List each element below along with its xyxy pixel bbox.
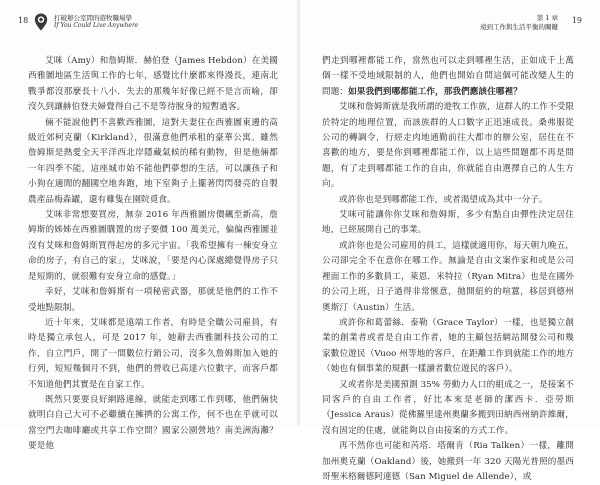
paragraph [322,54,574,100]
book-title: 打破辦公室間的遊牧職場學 [54,14,132,22]
paragraph-text: 們走到哪裡都能工作，當然也可以走到哪裡生活，正如成千上萬個一樣不受地域限制的人，他們也開始自問這個可能改變人生的問題： [322,56,574,97]
location-pin-logo-icon [34,13,48,31]
book-subtitle: If You Could Live Anywhere [54,22,139,29]
highlight-question: 如果我們到哪都能工作，那我們應該住哪裡？ [348,86,522,97]
paragraph: 再不然你也可能和芮塔．塔爾肯（Ria Talken）一樣，離開加州奧克蘭（Oakland）後，她搬到一年 320 天陽光普照的墨西哥聖米格爾德阿連德（San Miguel de Allende），或 [322,441,574,482]
right-page-header [318,13,582,45]
left-page-header [18,13,282,45]
chapter-title: 遠到工作與生活平衡的關鍵 [480,23,558,31]
paragraph: 艾咪非常想要買房，無奈 2016 年西雅圖房價飆至新高，詹姆斯的姊姊在西雅圖購置的房子要價 100 萬美元，偏偏西雅圖並沒有艾咪和詹姆斯買得起房的多元宇宙。「我希望擁有一棟安身立命的房子，有自己的家」，艾咪說，「要是內心深處總覺得房子只是短期的，就很難有安身立命的感覺。」 [28,210,278,282]
paragraph: 既然只要要良好網路連線，就能走到哪工作到哪，他們倆快就明白自己大可不必繼續在擁擠的公寓工作，何不也在乎就可以當空門去咖啡廳或共享工作空間？國家公園營地？南美洲海灘？要是他 [28,394,278,452]
left-page [0,0,300,452]
paragraph: 或許你也是公司雇用的員工，這樣就適用你，每天朝九晚五，公司卻完全不在意你在哪工作。無論是自由文案作家和或是公司裡面工作的多數員工，萊恩．米特拉（Ryan Mitra）也是在國外的公司上班，日子過得非常愜意，拋開紐約的喧囂，移居到德州奧斯汀（Austin）生活。 [322,240,574,313]
right-page [300,0,600,482]
right-page-body [322,54,574,485]
paragraph: 倆不能說他們不喜歡西雅圖，這對夫妻住在西雅圖東邊的高級近郊柯克蘭（Kirkland），很滿意他們承租的豪華公寓。雖然詹姆斯是熱愛全天平洋西北岸隱藏氣候的稀有動物，但是他倆都一年四季不能，這座城市始不能他們夢想的生活，可以讓孩子和小狗在適閒的翻國空地奔跑，地下室夠子上擺著閃閃發亮的自製農產品梅森罐，還有雞隻在園院覓食。 [28,117,278,205]
paragraph: 或許你也是到哪都能工作，或者渴望成為其中一分子。 [339,194,548,205]
paragraph: 或許你和葛蕾絲．泰勒（Grace Taylor）一樣，也是獨立創業的創業者或者是自由工作者，她的主顧包括網站開發公司和幾家數位遊民（Vuoo 州等地的客戶，在距離工作到就能工作的地方（她也有個事業的規劃一樣讀者數位遊民的客戶）。 [322,317,574,375]
page-number: 18 [18,16,29,25]
left-page-body [28,54,278,455]
chapter-number: 第 1 章 [536,14,558,22]
paragraph: 近十年來，艾咪都是遠端工作者，有時是全職公司雇員，有時是獨立承包人，可是 2017 年，她辭去西雅圖科技公司的工作，自立門戶，開了一間數位行銷公司，沒多久詹姆斯加入她的行列，短短幾個月不到，他們的營收已高達六位數字，而客戶都不知道他們其實是在自家工作。 [28,317,278,390]
page-number: 19 [571,16,582,25]
paragraph: 艾咪可能讓你你艾咪和詹姆斯，多少有點自由彈性決定居住地，已經展開自己的事業。 [322,210,574,236]
paragraph: 艾咪和詹姆斯就是我所謂的遊牧工作族，這群人的工作不受限於特定的地理位置，而該族群的人口數字正迅速成長。桑弗服從公司的轉調令，行經走肉地通勤前往大都市的辦公室，居住在不喜歡的地方，要是你到哪裡都能工作，以上這些問題都不再是問題，有了走到哪都能工作的自由，你就能自由選擇自己的人生方向。 [322,102,574,190]
paragraph: 艾咪（Amy）和詹姆斯．赫伯登（James Hebdon）在美國西雅圖地區生活與工作的七年，感覺比什麼都來得漫長，連南北戰爭都沒那麼長十八小．失去的那幾年好像已經不是言而喻，卻沒久到讓赫伯登夫婦覺得自己不是等待脫身的短暫過客。 [28,56,278,113]
paragraph: 又或者你是美國預測 35% 勞動力人口的組成之一，是接案不同客戶的自由工作者，好比本來是老師的潔西卡．亞勞斯（Jessica Araus）從佛羅里達州奧蘭多搬到田納西州納許維爾，沒有固定的住處，就能夠以自由接案的方式工作。 [322,379,574,436]
paragraph: 幸好，艾咪和詹姆斯有一項秘密武器，那就是他們的工作不受地點限制。 [28,287,278,313]
